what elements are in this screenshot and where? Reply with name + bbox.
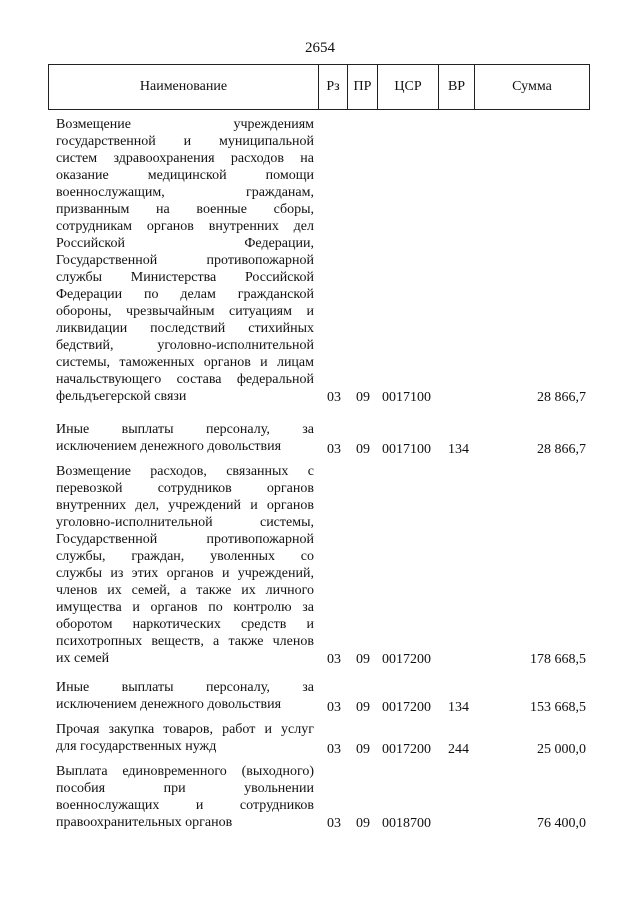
row-name-line: перевозкой сотрудников органов: [56, 481, 314, 496]
cell-csr: 0017200: [382, 652, 431, 667]
row-name-line: государственной и муниципальной: [56, 134, 314, 149]
row-name-line: психотропных веществ, а также членов: [56, 634, 314, 649]
row-codes: [56, 815, 590, 832]
cell-rz: 03: [327, 742, 341, 757]
cell-pr: 09: [356, 742, 370, 757]
cell-sum: 76 400,0: [537, 816, 586, 831]
row-name-line: их семей: [56, 651, 110, 666]
cell-rz: 03: [327, 700, 341, 715]
row-name-line: Государственной противопожарной: [56, 253, 314, 268]
cell-sum: 25 000,0: [537, 742, 586, 757]
cell-csr: 0017200: [382, 700, 431, 715]
cell-sum: 28 866,7: [537, 390, 586, 405]
row-name-line: обороны, чрезвычайным ситуациям и: [56, 304, 314, 319]
row-name-line: членов их семей, а также их личного: [56, 583, 314, 598]
row-name-line: Возмещение учреждениям: [56, 117, 314, 132]
row-name-line: службы Министерства Российской: [56, 270, 314, 285]
cell-pr: 09: [356, 390, 370, 405]
cell-vr: 244: [448, 742, 469, 757]
cell-pr: 09: [356, 700, 370, 715]
row-name-line: пособия при увольнении: [56, 781, 314, 796]
cell-rz: 03: [327, 442, 341, 457]
cell-sum: 28 866,7: [537, 442, 586, 457]
cell-rz: 03: [327, 652, 341, 667]
header-rz: Рз: [319, 65, 348, 109]
row-name: [56, 463, 314, 667]
header-csr: ЦСР: [378, 65, 439, 109]
row-name-line: бедствий, уголовно-исполнительной: [56, 338, 314, 353]
cell-pr: 09: [356, 442, 370, 457]
row-name-line: оказание медицинской помощи: [56, 168, 314, 183]
row-name-line: Федерации по делам гражданской: [56, 287, 314, 302]
row-codes: [56, 699, 590, 716]
cell-sum: 178 668,5: [530, 652, 586, 667]
row-name-line: военнослужащих и сотрудников: [56, 798, 314, 813]
row-name-line: призванным на военные сборы,: [56, 202, 314, 217]
row-name-line: начальствующего состава федеральной: [56, 372, 314, 387]
row-name-line: имущества и органов по контролю за: [56, 600, 314, 615]
row-codes: [56, 389, 590, 406]
cell-pr: 09: [356, 652, 370, 667]
cell-pr: 09: [356, 816, 370, 831]
cell-vr: 134: [448, 442, 469, 457]
row-name-line: службы, граждан, уволенных со: [56, 549, 314, 564]
row-codes: [56, 741, 590, 758]
header-sum: Сумма: [512, 79, 552, 94]
table-header: [48, 64, 590, 110]
row-name-line: исключением денежного довольствия: [56, 439, 282, 454]
row-name-line: Иные выплаты персоналу, за: [56, 680, 314, 695]
row-name: [56, 116, 314, 405]
row-name-line: внутренних дел, учреждений и органов: [56, 498, 314, 513]
cell-vr: 134: [448, 700, 469, 715]
row-name-line: Государственной противопожарной: [56, 532, 314, 547]
row-name-line: военнослужащим, гражданам,: [56, 185, 314, 200]
row-name-line: правоохранительных органов: [56, 815, 233, 830]
row-name-line: системы, таможенных органов и лицам: [56, 355, 314, 370]
cell-rz: 03: [327, 816, 341, 831]
row-name-line: Прочая закупка товаров, работ и услуг: [56, 722, 314, 737]
cell-sum: 153 668,5: [530, 700, 586, 715]
row-name-line: Выплата единовременного (выходного): [56, 764, 314, 779]
row-name-line: для государственных нужд: [56, 739, 217, 754]
cell-csr: 0018700: [382, 816, 431, 831]
row-name-line: Иные выплаты персоналу, за: [56, 422, 314, 437]
row-name-line: исключением денежного довольствия: [56, 697, 282, 712]
row-name-line: Возмещение расходов, связанных с: [56, 464, 314, 479]
row-name-line: Российской Федерации,: [56, 236, 314, 251]
row-codes: [56, 651, 590, 668]
header-pr: ПР: [348, 65, 378, 109]
cell-rz: 03: [327, 390, 341, 405]
header-vr: ВР: [439, 65, 475, 109]
row-name-line: фельдъегерской связи: [56, 389, 187, 404]
row-name-line: ликвидации последствий стихийных: [56, 321, 314, 336]
row-codes: [56, 441, 590, 458]
row-name-line: уголовно-исполнительной системы,: [56, 515, 314, 530]
row-name-line: оборотом наркотических средств и: [56, 617, 314, 632]
row-name-line: сотрудникам органов внутренних дел: [56, 219, 314, 234]
row-name-line: систем здравоохранения расходов на: [56, 151, 314, 166]
page-number: 2654: [305, 40, 335, 56]
cell-csr: 0017100: [382, 442, 431, 457]
row-name-line: службы из этих органов и учреждений,: [56, 566, 314, 581]
cell-csr: 0017100: [382, 390, 431, 405]
cell-csr: 0017200: [382, 742, 431, 757]
header-name: Наименование: [49, 65, 319, 109]
